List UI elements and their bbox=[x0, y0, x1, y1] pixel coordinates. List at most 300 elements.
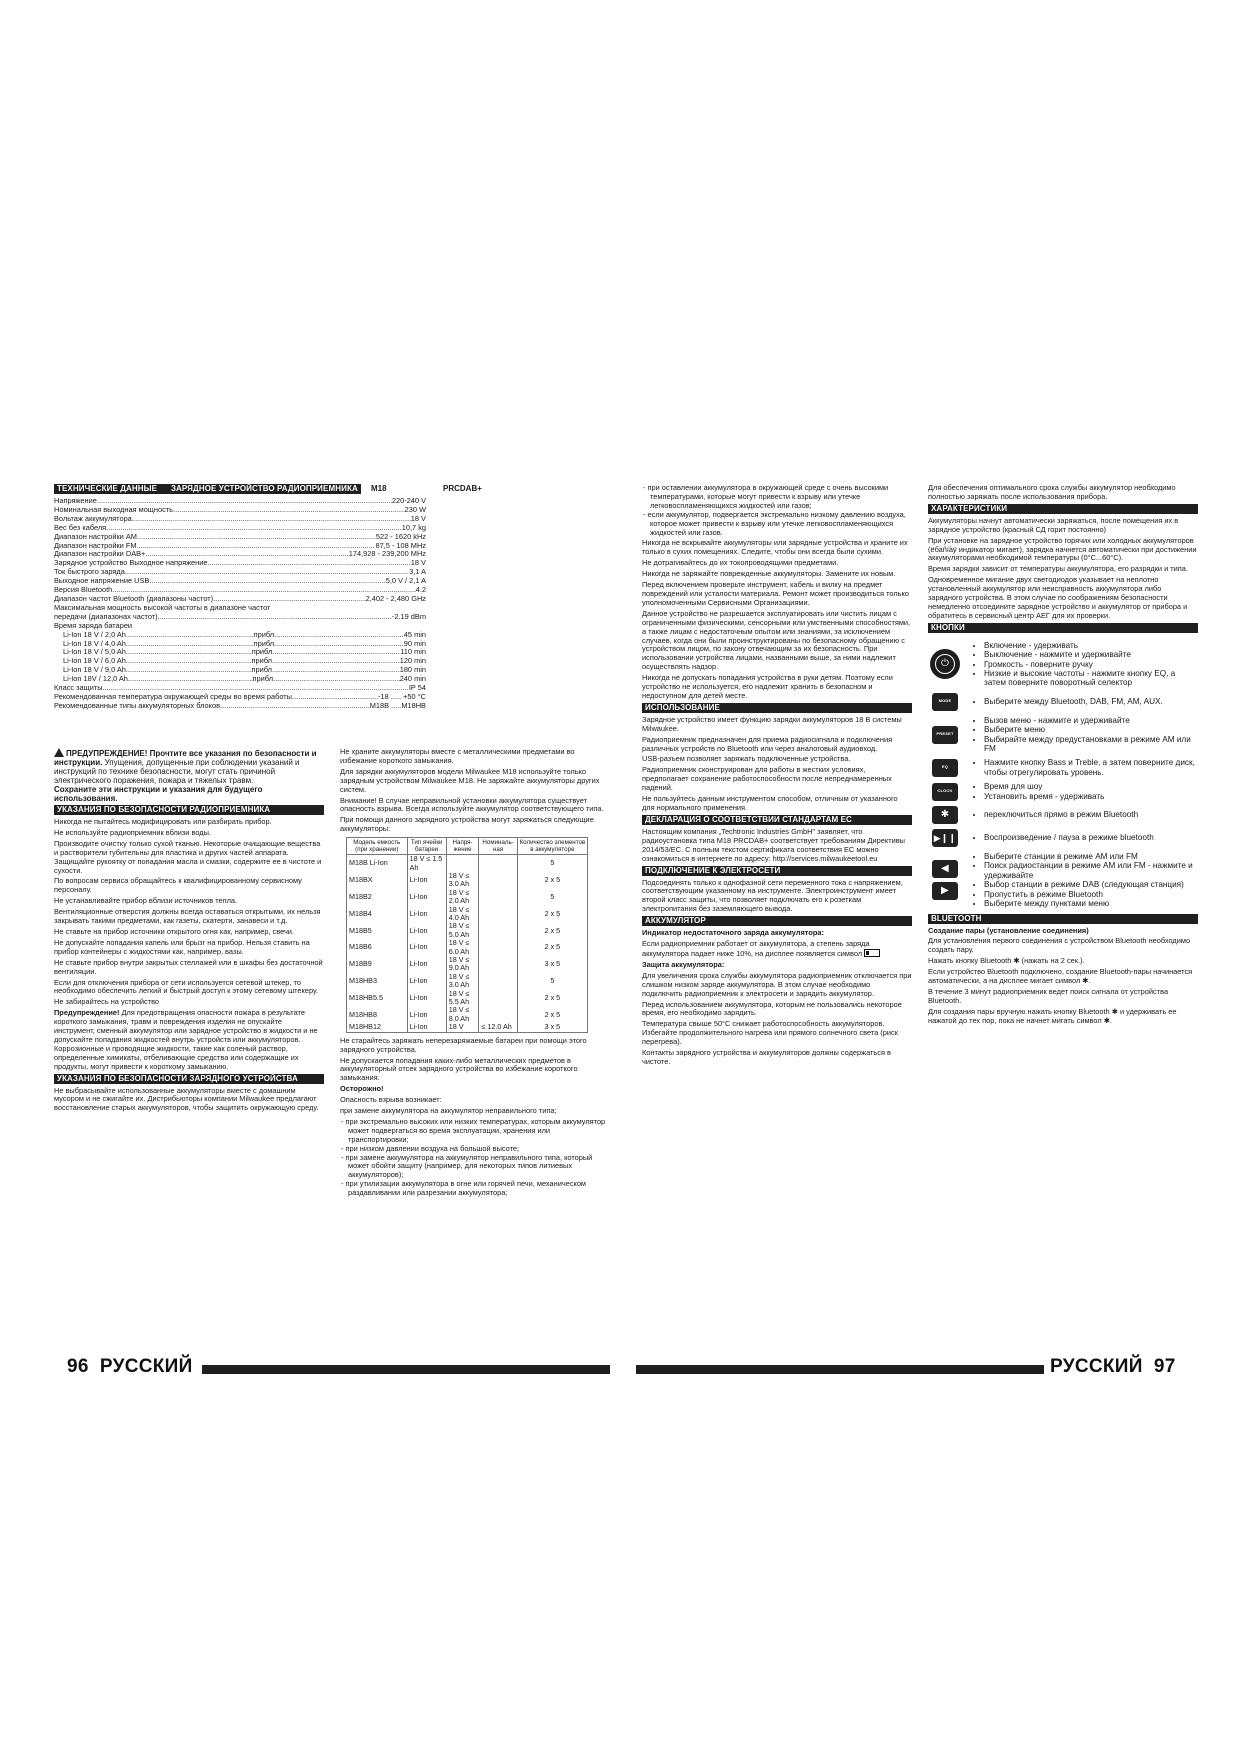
battery-table-row bbox=[347, 922, 588, 939]
nav-buttons bbox=[932, 858, 958, 902]
battery-table-cell: 18 V ≤ 2.0 Ah bbox=[446, 889, 479, 906]
battery-low-para bbox=[642, 940, 912, 959]
spec-value: 220-240 V bbox=[391, 496, 426, 505]
clock-desc-item: • Установить время - удерживать bbox=[984, 792, 1104, 801]
charge-dots bbox=[276, 640, 404, 649]
charge-value: 180 min bbox=[399, 665, 426, 675]
col2-para: Данное устройство не разрешается эксплуатировать или чистить лицам с ограниченными физическими, сенсорными или умственными способностями, а также лицам с недостаточным опытом или знаниями, за исключением случаев, когда они были проинструктированы по безопасному обращению с устройством лицом, по закону отвечающим за их безопасность. При использовании устройства лицами, названными выше, за ними надлежит осуществлять надзор. bbox=[642, 608, 911, 672]
preset-button-row bbox=[928, 716, 1198, 754]
low-battery-icon bbox=[864, 949, 880, 957]
preset-button-desc bbox=[972, 716, 1198, 754]
left-col-b bbox=[340, 748, 610, 1200]
spec-value: 5,0 V / 2,1 A bbox=[385, 576, 426, 586]
charge-dots bbox=[274, 657, 400, 666]
radio-safety-header: УКАЗАНИЯ ПО БЕЗОПАСНОСТИ РАДИОПРИЕМНИКА bbox=[54, 805, 324, 815]
battery-table-cell bbox=[479, 906, 517, 923]
col3-intro: Для обеспечения оптимального срока службы аккумулятор необходимо полностью заряжать после использования прибора. bbox=[928, 483, 1176, 501]
col2-para: Перед включением проверьте инструмент, кабель и вилку на предмет повреждений или усталости материала. Ремонт может производиться только уполномоченными Сервисными Организациями. bbox=[642, 580, 909, 607]
spec-label: Напряжение bbox=[54, 496, 97, 505]
charge-approx: прибл. bbox=[253, 638, 277, 648]
warning-title: ПРЕДУПРЕЖДЕНИЕ! Прочтите все указания по безопасности и инструкции. bbox=[54, 749, 317, 767]
charge-label: Li-Ion 18 V / 2,0 Ah bbox=[63, 629, 126, 639]
left-footer bbox=[54, 1358, 610, 1376]
usage-para: Радиоприемник предназначен для приема радиосигнала и подключения различных устройств по Bluetooth или через аналоговый аудиовход. bbox=[642, 734, 893, 753]
radio-safety-paras bbox=[54, 818, 324, 1007]
mid-para: Не храните аккумуляторы вместе с металлическими предметами во избежание короткого замыкания. bbox=[340, 747, 575, 765]
battery-table-cell bbox=[479, 855, 517, 872]
battery-table-cell: 2 x 5 bbox=[517, 939, 587, 956]
spec-title-row bbox=[54, 484, 610, 494]
features-paras bbox=[928, 517, 1198, 621]
clock-button-desc bbox=[972, 782, 1104, 801]
battery-table-cell: 2 x 5 bbox=[517, 922, 587, 939]
spec-dots bbox=[125, 568, 409, 577]
battery-table-header: Количество элементов в аккумуляторе bbox=[517, 838, 587, 855]
battery-table-row bbox=[347, 906, 588, 923]
page-number-left: 96 bbox=[67, 1356, 89, 1377]
eq-button-desc bbox=[972, 758, 1198, 777]
right-footer-bar bbox=[636, 1365, 1044, 1374]
bt-desc-item: • переключиться прямо в режим Bluetooth bbox=[984, 810, 1138, 819]
battery-table-cell: ≤ 12.0 Ah bbox=[479, 1023, 517, 1032]
charge-label: Li-Ion 18 V / 6,0 Ah bbox=[63, 656, 126, 666]
preset-desc-item: • Вызов меню - нажмите и удерживайте bbox=[984, 716, 1198, 725]
charge-label: Li-Ion 18 V / 5,0 Ah bbox=[63, 647, 126, 657]
charge-dots bbox=[274, 666, 400, 675]
radio-safety-para: Не ставьте прибор внутри закрытых стеллажей или в шкафы без достаточной вентиляции. bbox=[54, 957, 323, 976]
radio-caution bbox=[54, 1009, 324, 1071]
spec-label: Зарядное устройство Выходное напряжение bbox=[54, 558, 208, 568]
right-footer bbox=[636, 1358, 1188, 1376]
charge-approx: прибл. bbox=[251, 647, 275, 657]
spec-dots bbox=[292, 693, 378, 702]
spec-value: 522 - 1620 kHz bbox=[375, 531, 426, 541]
usage-header: ИСПОЛЬЗОВАНИЕ bbox=[642, 703, 912, 713]
mid-explosion-sub: при замене аккумулятора на аккумулятор неправильного типа; bbox=[340, 1106, 557, 1116]
spec-dots bbox=[207, 559, 410, 568]
spec-value: 18 V bbox=[410, 513, 426, 523]
power-icon: ⏻ bbox=[935, 654, 955, 674]
usage-para: USB-разъем позволяет заряжать подключенные устройства. bbox=[642, 754, 851, 764]
right-col-b bbox=[928, 484, 1198, 1028]
battery-table-cell: Li-Ion bbox=[407, 1006, 446, 1023]
mid-list-item: - при экстремально высоких или низких температурах, которым аккумулятор может подвергаться во время эксплуатации, хранения или транспортировки; bbox=[348, 1118, 610, 1145]
charge-row bbox=[54, 675, 426, 684]
battery-table-cell: 2 x 5 bbox=[517, 990, 587, 1007]
nav-button-row bbox=[928, 852, 1198, 908]
battery-table-row bbox=[347, 956, 588, 973]
spec-dots bbox=[132, 515, 411, 524]
battery-table-cell bbox=[479, 1006, 517, 1023]
features-para: Аккумуляторы начнут автоматически заряжаться, после помещения их в зарядное устройство (красный СД горит постоянно) bbox=[928, 515, 1179, 534]
battery-table-cell: M18B9 bbox=[347, 956, 408, 973]
bt-para: Для создания пары вручную нажать кнопку Bluetooth ✱ и удерживать ее нажатой до тех пор, пока не начнет мигать символ ✱. bbox=[928, 1006, 1177, 1025]
spec-row bbox=[54, 702, 426, 711]
arrow-right-icon: ▶ bbox=[941, 884, 949, 896]
battery-table-cell: 18 V ≤ 3.0 Ah bbox=[446, 973, 479, 990]
spec-row bbox=[54, 515, 426, 524]
battery-table-cell: Li-Ion bbox=[407, 990, 446, 1007]
play-desc-item: • Воспроизведение / пауза в режиме bluetooth bbox=[984, 833, 1154, 842]
clock-button[interactable]: CLOCK bbox=[932, 783, 958, 801]
battery-table-cell: M18B5 bbox=[347, 922, 408, 939]
battery-table-cell: 18 V ≤ 6.0 Ah bbox=[446, 939, 479, 956]
left-footer-label bbox=[67, 1356, 193, 1378]
radio-safety-para: Никогда не пытайтесь модифицировать или разбирать прибор. bbox=[54, 817, 272, 826]
spec-rows bbox=[54, 497, 426, 711]
spec-dots bbox=[173, 506, 405, 515]
mid-list bbox=[340, 1118, 610, 1198]
spec-dots bbox=[137, 533, 376, 542]
mode-button[interactable]: MODE bbox=[932, 693, 958, 711]
battery-table-cell bbox=[479, 889, 517, 906]
mid-after-para: Не допускается попадания каких-либо металлических предметов в аккумуляторный отсек зарядного устройства во избежание короткого замыкания. bbox=[340, 1055, 578, 1083]
spec-value: 2,402 - 2,480 GHz bbox=[365, 593, 426, 603]
model-m18: M18 bbox=[371, 483, 387, 493]
charge-dots bbox=[126, 631, 254, 640]
charge-approx: прибл. bbox=[252, 674, 276, 684]
spec-dots bbox=[158, 613, 392, 622]
radio-safety-para: Не забирайтесь на устройство bbox=[54, 997, 160, 1007]
bt-button-row bbox=[928, 806, 1198, 824]
power-button-desc bbox=[972, 641, 1198, 688]
nav-desc-item: • Выберите между пунктами меню bbox=[984, 899, 1198, 908]
bt-pair-title: Создание пары (установление соединения) bbox=[928, 925, 1089, 935]
mode-button-row bbox=[928, 693, 1198, 711]
battery-table-header: Номиналь-ная bbox=[479, 838, 517, 855]
bt-para: Для установления первого соединения с устройством Bluetooth необходимо создать пару. bbox=[928, 936, 1191, 955]
battery-table-row bbox=[347, 872, 588, 889]
declaration-header: ДЕКЛАРАЦИЯ О СООТВЕТСТВИИ СТАНДАРТАМ ЕС bbox=[642, 815, 912, 825]
spec-dots bbox=[137, 542, 376, 551]
battery-table-cell: 18 V ≤ 5.5 Ah bbox=[446, 990, 479, 1007]
battery-table-cell: Li-Ion bbox=[407, 889, 446, 906]
features-para: Время зарядки зависит от температуры аккумулятора, его разрядки и типа. bbox=[928, 564, 1188, 574]
radio-safety-para: Вентиляционные отверстия должны всегда оставаться открытыми, их нельзя закрывать такими предметами, как газеты, скатерти, занавеси и т.д. bbox=[54, 907, 321, 926]
battery-table-cell: 5 bbox=[517, 889, 587, 906]
spec-dots bbox=[106, 524, 402, 533]
declaration-text: Настоящим компания „Techtronic Industries GmbH" заявляет, что радиоустановка типа M18 PRCDAB+ соответствует требованиям Директивы 2014/53/ЕС. С полным текстом сертификата соответствия ЕС можно ознакомиться в интернете по адресу: http://services.milwaukeetool.eu bbox=[642, 826, 905, 863]
power-header: ПОДКЛЮЧЕНИЕ К ЭЛЕКТРОСЕТИ bbox=[642, 866, 912, 876]
usage-para: Не пользуйтесь данным инструментом способом, отличным от указанного для нормального применения. bbox=[642, 794, 898, 812]
charge-dots bbox=[126, 640, 254, 649]
power-desc-item: • Включение - удерживать bbox=[984, 641, 1198, 650]
power-knob[interactable] bbox=[930, 649, 960, 679]
battery-table-cell: M18HB12 bbox=[347, 1023, 408, 1032]
mode-desc-item: • Выберите между Bluetooth, DAB, FM, AM, AUX. bbox=[984, 697, 1163, 706]
battery-table-cell bbox=[479, 990, 517, 1007]
battery-table-row bbox=[347, 1006, 588, 1023]
spec-value: 4.2 bbox=[415, 585, 426, 595]
battery-table-header: Модель емкость (при хранении) bbox=[347, 838, 408, 855]
spec-label: Диапазон настройки AM bbox=[54, 531, 137, 541]
charge-label: Li-Ion 18 V / 9,0 Ah bbox=[63, 665, 126, 675]
battery-table-cell bbox=[479, 939, 517, 956]
bt-para: В течение 3 минут радиоприемник ведет поиск сигнала от устройства Bluetooth. bbox=[928, 986, 1169, 1005]
battery-table-cell: 18 V ≤ 3.0 Ah bbox=[446, 872, 479, 889]
spec-value: 174,928 - 239,200 MHz bbox=[348, 549, 426, 559]
warning-triangle-icon bbox=[54, 748, 64, 757]
battery-table-cell: 2 x 5 bbox=[517, 906, 587, 923]
page-lang-left: РУССКИЙ bbox=[99, 1356, 193, 1377]
mid-para: Для зарядки аккумуляторов модели Milwaukee M18 используйте только зарядным устройством Milwaukee M18. Не заряжайте аккумуляторы других систем. bbox=[340, 766, 600, 794]
usage-para: Зарядное устройство имеет функцию зарядки аккумуляторов 18 В системы Milwaukee. bbox=[642, 714, 902, 733]
charge-dots bbox=[128, 675, 253, 684]
play-pause-icon: ▶❙❙ bbox=[933, 832, 957, 843]
battery-table-cell: 2 x 5 bbox=[517, 1006, 587, 1023]
play-button-desc bbox=[972, 833, 1154, 842]
spec-block bbox=[54, 484, 610, 711]
spec-label: Рекомендованная температура окружающей среды во время работы bbox=[54, 691, 292, 701]
nav-desc-item: • Выберите станции в режиме AM или FM bbox=[984, 852, 1198, 861]
battery-table-row bbox=[347, 973, 588, 990]
col2-list-item: - при оставлении аккумулятора в окружающей среде с очень высокими температурами, которые могут привести к взрыву или утечке легковоспламеняющихся жидкостей или газов; bbox=[650, 484, 912, 511]
charger-safety-header: УКАЗАНИЯ ПО БЕЗОПАСНОСТИ ЗАРЯДНОГО УСТРОЙСТВА bbox=[54, 1074, 324, 1084]
spec-value: 87,5 - 108 MHz bbox=[375, 540, 426, 550]
nav-button-desc bbox=[972, 852, 1198, 908]
charge-value: 110 min bbox=[400, 647, 426, 657]
col2-para: Никогда не допускать попадания устройства в руки детям. Поэтому если устройство не используется, его надлежит хранить в безопасном и недоступном для детей месте. bbox=[642, 673, 893, 700]
power-desc-item: • Громкость - поверните ручку bbox=[984, 660, 1198, 669]
spec-label: Выходное напряжение USB bbox=[54, 576, 150, 586]
power-desc-item: • Низкие и высокие частоты - нажмите кнопку EQ, а затем поверните поворотный селектор bbox=[984, 669, 1198, 688]
spec-label: Ток быстрого заряда bbox=[54, 567, 125, 577]
buttons-header: КНОПКИ bbox=[928, 623, 1198, 633]
battery-table-cell: M18HB5.5 bbox=[347, 990, 408, 1007]
next-button[interactable] bbox=[932, 882, 958, 900]
spec-label: Вес без кабеля bbox=[54, 522, 107, 532]
bt-para: Если устройство Bluetooth подключено, создание Bluetooth-пары начинается автоматически, а на дисплее мигает символ ✱. bbox=[928, 967, 1193, 986]
battery-table-cell: Li-Ion bbox=[407, 922, 446, 939]
radio-safety-para: Если для отключения прибора от сети используется сетевой штекер, то необходимо обеспечить легкий и быстрый доступ к этому сетевому штекеру. bbox=[54, 977, 319, 996]
mid-list-item: - при низком давлении воздуха на большой высоте; bbox=[348, 1145, 610, 1154]
battery-table-row bbox=[347, 889, 588, 906]
power-label-1: Максимальная мощность высокой частоты в диапазоне частот bbox=[54, 602, 271, 612]
charge-dots bbox=[126, 648, 252, 657]
prev-button[interactable] bbox=[932, 860, 958, 878]
bt-button-desc bbox=[972, 810, 1138, 819]
usage-para: Радиоприемник сконструирован для работы в жестких условиях, предполагает сохранение работоспособности после непреднамеренных падений. bbox=[642, 765, 892, 793]
battery-low-text: Если радиоприемник работает от аккумулятора, а степень заряда аккумулятора падает ниже 10%, на дисплее появляется символ bbox=[642, 939, 870, 958]
spec-value: -18 ..... +50 °C bbox=[378, 691, 426, 701]
charge-value: 240 min bbox=[399, 674, 426, 684]
battery-table-cell: 5 bbox=[517, 855, 587, 872]
battery-paras bbox=[642, 1001, 912, 1067]
spec-value: 18 V bbox=[410, 558, 426, 568]
battery-protect-text: Для увеличения срока службы аккумулятора радиоприемник отключается при слишком низком заряде аккумулятора. В этом случае необходимо подключить радиоприемник к электросети и зарядить аккумулятор. bbox=[642, 970, 912, 998]
col2-para: Никогда не вскрывайте аккумуляторы или зарядные устройства и храните их только в сухих помещениях. Следите, чтобы они всегда были сухими. bbox=[642, 538, 908, 557]
battery-table-cell: Li-Ion bbox=[407, 939, 446, 956]
battery-table-cell: 18 V ≤ 4.0 Ah bbox=[446, 906, 479, 923]
battery-table-row bbox=[347, 855, 588, 872]
spec-value: -2.19 dBm bbox=[391, 611, 426, 621]
radio-caution-bold: Предупреждение! bbox=[54, 1008, 120, 1018]
eq-button[interactable]: EQ bbox=[932, 759, 958, 777]
charge-value: 90 min bbox=[403, 638, 426, 648]
spec-dots bbox=[220, 702, 370, 711]
battery-table-cell: M18B2 bbox=[347, 889, 408, 906]
battery-table-header: Напря-жение bbox=[446, 838, 479, 855]
col2-para: Не дотрагивайтесь до их токопроводящими предметами. bbox=[642, 558, 839, 568]
spec-label: передачи (диапазонах частот) bbox=[54, 611, 158, 621]
spec-value: 230 W bbox=[404, 504, 426, 514]
radio-safety-para: Не ставьте на прибор источники открытого огня как, например, свечи. bbox=[54, 926, 294, 936]
page-number-right: 97 bbox=[1153, 1356, 1176, 1377]
left-col-a bbox=[54, 748, 324, 1115]
charge-dots bbox=[275, 675, 400, 684]
charger-safety-text: Не выбрасывайте использованные аккумуляторы вместе с домашним мусором и не сжигайте их. Дистрибьюторы компании Milwaukee предлагают восстановление старых аккумуляторов, чтобы защитить окружающую среду. bbox=[54, 1085, 319, 1113]
battery-table-cell: 2 x 5 bbox=[517, 872, 587, 889]
nav-desc-item: • Пропустить в режиме Bluetooth bbox=[984, 890, 1198, 899]
features-header: ХАРАКТЕРИСТИКИ bbox=[928, 504, 1198, 514]
radio-safety-para: Не используйте радиоприемник вблизи воды. bbox=[54, 827, 211, 837]
spec-dots bbox=[149, 577, 385, 586]
left-footer-bar bbox=[202, 1365, 610, 1374]
radio-safety-para: Не допускайте попадания капель или брызг на прибор. Нельзя ставить на прибор контейнеры с жидкостями как, например, вазы. bbox=[54, 937, 310, 956]
radio-safety-para: Производите очистку только сухой тканью. Некоторые очищающие вещества и растворители губительны для пластика и других частей аппарата. Защищайте рукоятку от попадания масла и смазки, содержите ее в чистоте и сухости. bbox=[54, 838, 322, 875]
mid-after-para: Не старайтесь заряжать неперезаряжаемые батареи при помощи этого зарядного устройства. bbox=[340, 1035, 587, 1054]
battery-table-cell: 18 V ≤ 1.5 Ah bbox=[407, 855, 446, 872]
battery-para: Контакты зарядного устройства и аккумуляторов должны содержаться в чистоте. bbox=[642, 1048, 891, 1066]
charge-approx: прибл. bbox=[253, 629, 277, 639]
mode-button-desc bbox=[972, 697, 1163, 706]
battery-para: Температура свыше 50°С снижает работоспособность аккумуляторов. Избегайте продолжительного нагрева или прямого солнечного света (риск перегрева). bbox=[642, 1019, 898, 1047]
charge-dots bbox=[126, 657, 252, 666]
clock-button-row bbox=[928, 782, 1198, 801]
battery-table-cell: Li-Ion bbox=[407, 872, 446, 889]
battery-low-title: Индикатор недостаточного заряда аккумулятора: bbox=[642, 928, 824, 938]
battery-table-cell bbox=[446, 855, 479, 872]
bluetooth-header: BLUETOOTH bbox=[928, 914, 1198, 924]
spec-value: M18B .....M18HB bbox=[369, 700, 426, 710]
battery-table-row bbox=[347, 990, 588, 1007]
mid-careful: Осторожно! bbox=[340, 1084, 384, 1094]
charge-dots bbox=[126, 666, 252, 675]
charge-value: 120 min bbox=[399, 656, 426, 666]
bt-para: Нажать кнопку Bluetooth ✱ (нажать на 2 сек.). bbox=[928, 956, 1085, 966]
usage-paras bbox=[642, 716, 912, 813]
spec-label: Диапазон настройки DAB+ bbox=[54, 549, 146, 559]
battery-table-cell: Li-Ion bbox=[407, 973, 446, 990]
battery-table-cell: 3 x 5 bbox=[517, 956, 587, 973]
arrow-left-icon: ◀ bbox=[941, 862, 949, 874]
power-button-row bbox=[928, 641, 1198, 688]
battery-table-cell: M18HB8 bbox=[347, 1006, 408, 1023]
battery-table-cell: Li-Ion bbox=[407, 906, 446, 923]
mid-list-item: - при утилизации аккумулятора в огне или горячей печи, механическом раздавливании или разрезании аккумулятора; bbox=[348, 1180, 610, 1198]
play-button-row bbox=[928, 829, 1198, 847]
battery-table-cell: M18HB3 bbox=[347, 973, 408, 990]
spec-label: Рекомендованные типы аккумуляторных блоков bbox=[54, 700, 221, 710]
battery-table-cell: 18 V bbox=[446, 1023, 479, 1032]
bt-paras bbox=[928, 937, 1198, 1025]
right-footer-label bbox=[1050, 1356, 1176, 1378]
spec-header: ТЕХНИЧЕСКИЕ ДАННЫЕ ЗАРЯДНОЕ УСТРОЙСТВО РАДИОПРИЕМНИКА bbox=[54, 484, 361, 494]
mid-after-table bbox=[340, 1037, 610, 1084]
model-prcdab: PRCDAB+ bbox=[443, 483, 482, 493]
battery-table-cell bbox=[479, 922, 517, 939]
features-para: При установке на зарядное устройство горячих или холодных аккумуляторов (ёбаñíàÿ индикатор мигает), зарядка начнется автоматически при достижении аккумуляторами необходимой температуры (0°С...60°С). bbox=[928, 535, 1197, 563]
battery-table-cell: 18 V ≤ 8.0 Ah bbox=[446, 1006, 479, 1023]
eq-desc-item: • Нажмите кнопку Bass и Treble, а затем поверните диск, чтобы отрегулировать уровень. bbox=[984, 758, 1198, 777]
preset-desc-item: • Выбирайте между предустановками в режиме AM или FM bbox=[984, 735, 1198, 754]
charge-approx: прибл. bbox=[251, 665, 275, 675]
warning-block bbox=[54, 748, 324, 803]
radio-caution-text: Для предотвращения опасности пожара в результате короткого замыкания, травм и повреждения изделия не опускайте инструмент, сменный аккумулятор или зарядное устройство в жидкости и не допускайте попадания жидкостей внутрь устройств или аккумуляторов. Коррозионные и проводящие жидкости, такие как соленый раствор, определенные химикаты, отбеливающие средства или содержащие их продукты, могут привести к короткому замыканию. bbox=[54, 1008, 318, 1071]
mid-para: Внимание! В случае неправильной установки аккумулятора существует опасность взрыва. Всегда используйте аккумулятор соответствующего типа. bbox=[340, 795, 604, 814]
warning-text: Упущения, допущенные при соблюдении указаний и инструкций по технике безопасности, могут стать причиной электрического поражения, пожара и тяжелых травм. bbox=[54, 758, 300, 785]
nav-desc-item: • Выбор станции в режиме DAB (следующая станция) bbox=[984, 880, 1198, 889]
spec-label: Номинальная выходная мощность bbox=[54, 504, 174, 514]
warning-save: Сохраните эти инструкции и указания для будущего использования. bbox=[54, 785, 263, 803]
battery-table-cell: M18B4 bbox=[347, 906, 408, 923]
battery-table-row bbox=[347, 1023, 588, 1032]
power-text: Подсоединять только к однофазной сети переменного тока с напряжением, соответствующим указанному на инструменте. Электроинструмент имеет второй класс защиты, что позволяет подключать его к розеткам электропитания без заземляющего вывода. bbox=[642, 877, 903, 914]
battery-protect-title: Защита аккумулятора: bbox=[642, 959, 725, 969]
radio-safety-para: Не устанавливайте прибор вблизи источников тепла. bbox=[54, 896, 238, 906]
spec-label: Диапазон частот Bluetooth (диапазоны частот) bbox=[54, 593, 214, 603]
charge-time-label: Время заряда батареи bbox=[54, 620, 133, 630]
mid-explosion: Опасность взрыва возникает: bbox=[340, 1095, 442, 1105]
battery-table-cell: M18B Li-Ion bbox=[347, 855, 408, 872]
battery-table-row bbox=[347, 939, 588, 956]
mid-para: При помощи данного зарядного устройства могут заряжаться следующие аккумуляторы: bbox=[340, 815, 594, 834]
battery-table-cell: 18 V ≤ 5.0 Ah bbox=[446, 922, 479, 939]
battery-table-cell: Li-Ion bbox=[407, 956, 446, 973]
battery-para: Перед использованием аккумулятора, которым не пользовались некоторое время, его необходимо зарядить. bbox=[642, 999, 902, 1018]
mid-paras bbox=[340, 748, 610, 834]
battery-table-cell bbox=[479, 872, 517, 889]
battery-table bbox=[346, 837, 588, 1033]
spec-value: 10,7 kg bbox=[401, 522, 426, 532]
battery-table-cell bbox=[479, 973, 517, 990]
bluetooth-button[interactable] bbox=[932, 806, 958, 824]
preset-desc-item: • Выберите меню bbox=[984, 725, 1198, 734]
spec-label: Класс защиты bbox=[54, 683, 103, 693]
charge-approx: прибл. bbox=[251, 656, 275, 666]
nav-desc-item: • Поиск радиостанции в режиме AM или FM - нажмите и удерживайте bbox=[984, 861, 1198, 880]
bluetooth-icon: ✱ bbox=[940, 808, 950, 820]
battery-table-cell: M18B6 bbox=[347, 939, 408, 956]
battery-table-header: Тип ячейки батареи bbox=[407, 838, 446, 855]
col2-list-item: - если аккумулятор, подвергается экстремально низкому давлению воздуха, которое может привести к взрыву или утечке легковоспламеняющихся жидкостей или газов. bbox=[650, 511, 912, 538]
spec-value: 3,1 A bbox=[409, 567, 426, 577]
battery-table-cell bbox=[479, 956, 517, 973]
charge-value: 45 min bbox=[403, 629, 426, 639]
charge-label: Li-Ion 18V / 12,0 Ah bbox=[63, 674, 128, 684]
battery-table-cell: 18 V ≤ 9.0 Ah bbox=[446, 956, 479, 973]
spec-label: Версия Bluetooth bbox=[54, 585, 113, 595]
spec-value: IP 54 bbox=[408, 683, 426, 693]
power-desc-item: • Выключение - нажмите и удерживайте bbox=[984, 650, 1198, 659]
play-pause-button[interactable] bbox=[932, 829, 958, 847]
preset-button[interactable]: PRESET bbox=[932, 726, 958, 744]
radio-safety-para: По вопросам сервиса обращайтесь к квалифицированному сервисному персоналу. bbox=[54, 876, 302, 895]
page-lang-right: РУССКИЙ bbox=[1050, 1356, 1143, 1377]
charge-label: Li-Ion 18 V / 4,0 Ah bbox=[63, 638, 126, 648]
battery-header: АККУМУЛЯТОР bbox=[642, 916, 912, 926]
col2-list bbox=[642, 484, 912, 537]
eq-button-row bbox=[928, 758, 1198, 777]
charge-dots bbox=[274, 648, 400, 657]
features-para: Одновременное мигание двух светодиодов указывает на неплотно установленный аккумулятор или неисправность аккумулятора либо зарядного устройства. В этом случае по соображениям безопасности немедленно отсоедините зарядное устройство и аккумулятор от прибора и обратитесь в сервисный центр АЕГ для их проверки. bbox=[928, 575, 1188, 620]
col2-para: Никогда не заряжайте поврежденные аккумуляторы. Замените их новым. bbox=[642, 569, 896, 579]
clock-desc-item: • Время для шоу bbox=[984, 782, 1104, 791]
spec-label: Вольтаж аккумулятора bbox=[54, 513, 132, 523]
battery-table-cell: M18BX bbox=[347, 872, 408, 889]
battery-table-cell: 3 x 5 bbox=[517, 1023, 587, 1032]
spec-label: Диапазон настройки FM bbox=[54, 540, 137, 550]
